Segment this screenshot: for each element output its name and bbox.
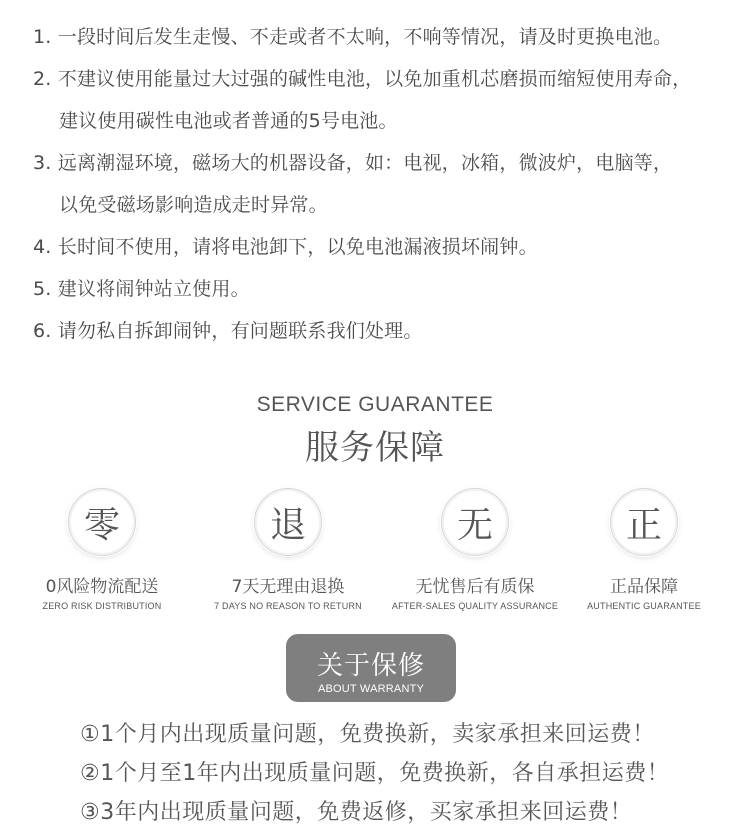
service-guarantee-title-en: SERVICE GUARANTEE (256, 393, 494, 416)
guarantee-label-en: AUTHENTIC GUARANTEE (587, 601, 701, 611)
guarantee-label-cn: 无忧售后有质保 (415, 577, 535, 597)
note-2-continued: 建议使用碳性电池或者普通的5号电池。 (59, 110, 398, 132)
note-3-continued: 以免受磁场影响造成走时异常。 (59, 194, 328, 216)
service-guarantee-title-cn: 服务保障 (305, 428, 445, 468)
warranty-label-en: ABOUT WARRANTY (317, 683, 425, 695)
warranty-line-1: ①1个月内出现质量问题，免费换新，卖家承担来回运费！ (80, 722, 655, 747)
authentic-icon: 正 (610, 488, 678, 556)
worry-free-icon: 无 (441, 488, 509, 556)
guarantee-authentic (554, 488, 734, 611)
guarantee-zero-risk (12, 488, 192, 611)
guarantee-label-en: 7 DAYS NO REASON TO RETURN (214, 601, 362, 611)
guarantee-label-cn: 正品保障 (610, 577, 678, 597)
note-5: 5. 建议将闹钟站立使用。 (33, 278, 250, 300)
note-2: 2. 不建议使用能量过大过强的碱性电池，以免加重机芯磨损而缩短使用寿命， (33, 68, 692, 90)
note-6: 6. 请勿私自拆卸闹钟，有问题联系我们处理。 (33, 320, 423, 342)
zero-risk-icon: 零 (68, 488, 136, 556)
guarantee-label-en: AFTER-SALES QUALITY ASSURANCE (391, 601, 559, 611)
guarantee-7-day-return (198, 488, 378, 611)
guarantee-label-en: ZERO RISK DISTRIBUTION (42, 601, 162, 611)
note-1: 1. 一段时间后发生走慢、不走或者不太响，不响等情况，请及时更换电池。 (33, 26, 673, 48)
return-icon: 退 (254, 488, 322, 556)
usage-notes (33, 16, 743, 352)
guarantee-after-sales (385, 488, 565, 611)
about-warranty-badge (286, 634, 456, 702)
warranty-line-2: ②1个月至1年内出现质量问题，免费换新，各自承担运费！ (80, 761, 670, 786)
guarantee-label-cn: 0风险物流配送 (45, 577, 159, 597)
guarantee-label-cn: 7天无理由退换 (231, 577, 345, 597)
note-4: 4. 长时间不使用，请将电池卸下，以免电池漏液损坏闹钟。 (33, 236, 538, 258)
warranty-label-cn: 关于保修 (316, 651, 425, 681)
note-3: 3. 远离潮湿环境，磁场大的机器设备，如：电视，冰箱，微波炉，电脑等， (33, 152, 673, 174)
warranty-line-3: ③3年内出现质量问题，免费返修，买家承担来回运费！ (80, 800, 633, 825)
